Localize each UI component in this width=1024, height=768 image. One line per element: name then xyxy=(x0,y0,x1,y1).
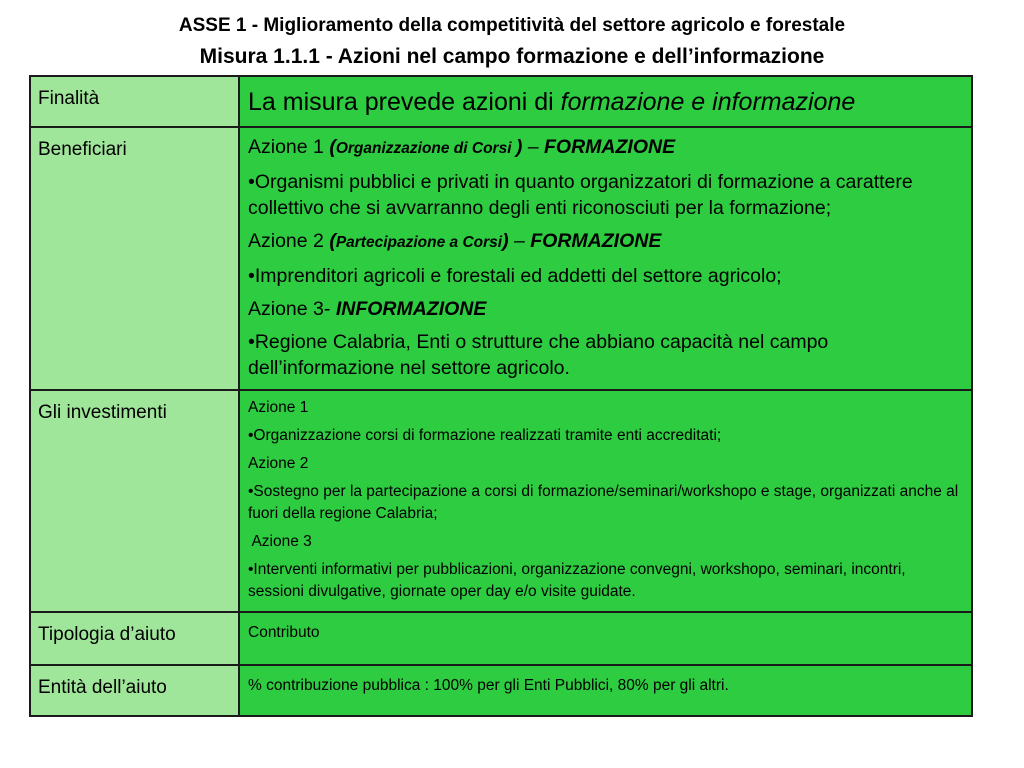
header-line-2: Misura 1.1.1 - Azioni nel campo formazione e dell’informazione xyxy=(199,45,825,68)
azione1-heading xyxy=(248,134,963,162)
row-content-tipologia xyxy=(239,612,972,665)
azione3-heading xyxy=(248,296,963,322)
azione2-type: FORMAZIONE xyxy=(530,230,662,252)
finalita-text-italic: formazione e informazione xyxy=(560,88,856,116)
investimenti-line: Azione 1 xyxy=(248,399,309,416)
azione1-paren-text: Organizzazione di Corsi xyxy=(335,140,516,157)
row-label-beneficiari: Beneficiari xyxy=(30,127,239,390)
row-label-finalita: Finalità xyxy=(30,76,239,127)
azione1-dash: – xyxy=(522,136,544,158)
azione2-paren-text: Partecipazione a Corsi xyxy=(335,234,503,251)
table-row-finalita xyxy=(30,76,972,127)
azione2-dash: – xyxy=(508,230,531,252)
table-row-beneficiari xyxy=(30,127,972,390)
azione2-heading xyxy=(248,228,963,256)
finalita-text-plain: La misura prevede azioni di xyxy=(248,88,561,116)
investimenti-line: Azione 3 xyxy=(248,533,312,550)
azione2-prefix: Azione 2 xyxy=(248,230,330,252)
azione1-paren-close: ) xyxy=(515,136,523,158)
azione3-prefix: Azione 3- xyxy=(248,298,336,320)
table-row-investimenti xyxy=(30,390,972,612)
entita-text: % contribuzione pubblica : 100% per gli Enti Pubblici, 80% per gli altri. xyxy=(248,677,729,694)
investimenti-line: •Interventi informativi per pubblicazioni, organizzazione convegni, workshopo, seminari, incontri, sessioni divulgative, giornate oper day e/o visite guidate. xyxy=(248,561,906,600)
row-label-investimenti: Gli investimenti xyxy=(30,390,239,612)
azione2-bullet: •Imprenditori agricoli e forestali ed addetti del settore agricolo; xyxy=(248,265,782,287)
row-content-entita xyxy=(239,665,972,716)
investimenti-line: •Organizzazione corsi di formazione realizzati tramite enti accreditati; xyxy=(248,427,722,444)
row-content-beneficiari xyxy=(239,127,972,390)
investimenti-line: •Sostegno per la partecipazione a corsi di formazione/seminari/workshopo e stage, organizzati anche al fuori della regione Calabria; xyxy=(248,483,959,522)
row-label-entita: Entità dell’aiuto xyxy=(30,665,239,716)
azione3-bullet: •Regione Calabria, Enti o strutture che abbiano capacità nel campo dell’informazione nel settore agricolo. xyxy=(248,331,829,379)
tipologia-text: Contributo xyxy=(248,624,320,641)
azione3-type: INFORMAZIONE xyxy=(335,298,487,320)
measure-table xyxy=(29,75,973,717)
row-content-finalita xyxy=(239,76,972,127)
azione1-type: FORMAZIONE xyxy=(544,136,676,158)
azione2-paren-close: ) xyxy=(502,230,509,252)
table-row-tipologia xyxy=(30,612,972,665)
row-label-tipologia: Tipologia d’aiuto xyxy=(30,612,239,665)
investimenti-line: Azione 2 xyxy=(248,455,309,472)
header-line-1: ASSE 1 - Miglioramento della competitività del settore agricolo e forestale xyxy=(178,15,846,36)
azione2-paren-open: ( xyxy=(329,230,336,252)
azione1-prefix: Azione 1 xyxy=(248,136,330,158)
table-row-entita xyxy=(30,665,972,716)
azione1-paren-open: ( xyxy=(329,136,336,158)
row-content-investimenti xyxy=(239,390,972,612)
azione1-bullet: •Organismi pubblici e privati in quanto organizzatori di formazione a carattere collettivo che si avvarranno degli enti riconosciuti per la formazione; xyxy=(248,171,913,219)
finalita-text xyxy=(248,83,963,118)
